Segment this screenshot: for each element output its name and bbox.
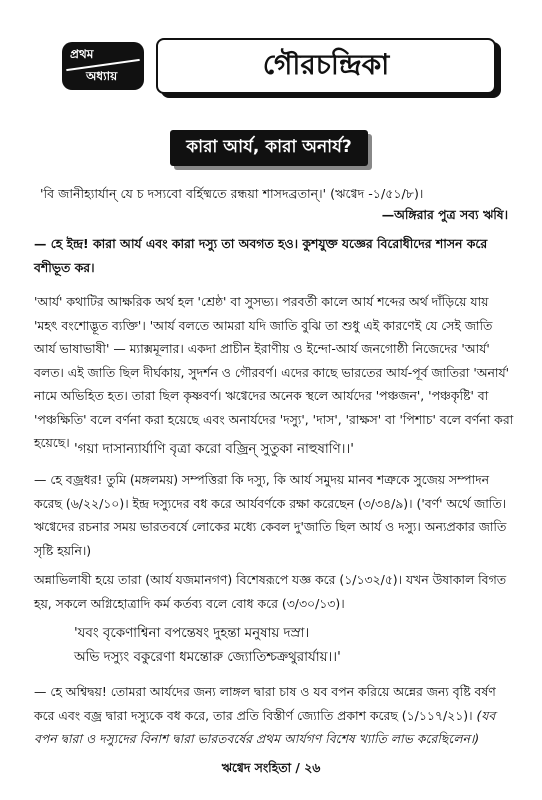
chapter-word: অধ্যায় (86, 69, 118, 83)
verse-quote-3-line-2: অভি দস্যুং বকুরেণা ধমন্তোরু জ্যোতিশ্চক্রথুরার্যায়।।' (74, 650, 341, 665)
paragraph-2: 'আর্য' কথাটির আক্ষরিক অর্থ হল 'শ্রেষ্ঠ' বা সুসভ্য। পরবর্তী কালে আর্য শব্দের অর্থ দাঁড়িয়ে যায় 'মহৎ বংশোদ্ভূত ব্যক্তি'। 'আর্য বলতে আমরা যদি জাতি বুঝি তা শুধু এই কারণেই যে সেই জাতি আর্য ভাষাভাষী' — ম্যাক্সমূলার। একদা প্রাচীন ইরাণীয় ও ইন্দো-আর্য জনগোষ্ঠী নিজেদের 'আর্য' বলত। এই জাতি ছিল দীর্ঘকায়, সুদর্শন ও গৌরবর্ণ। এদের কাছে ভারতের আর্য-পূর্ব জাতিরা 'অনার্য' নামে অভিহিত হত। তারা ছিল কৃষ্ণবর্ণ। ঋগ্বেদের অনেক স্থলে আর্যদের 'পঞ্চজন', 'পঞ্চকৃষ্টি' বা 'পঞ্চক্ষিতি' বলে বর্ণনা করা হয়েছে এবং অনার্যদের 'দস্যু', 'দাস', 'রাক্ষস' বা 'পিশাচ' বলে বর্ণনা করা হয়েছে। (34, 294, 514, 450)
verse-quote-2: 'গয়া দাসান্যার্যাণি বৃত্রা করো বজ্রিন্ সুতুকা নাহুষাণি।।' (74, 442, 354, 457)
chapter-number: প্রথম (70, 47, 94, 61)
chapter-chip (62, 42, 144, 90)
paragraph-1: — হে ইন্দ্র! কারা আর্য এবং কারা দস্যু তা অবগত হও। কুশযুক্ত যজ্ঞের বিরোধীদের শাসন করে বশীভূত কর। (34, 236, 488, 275)
paragraph-3: — হে বজ্রধর! তুমি (মঙ্গলময়) সম্পত্তিরা কি দস্যু, কি আর্য সমুদয় মানব শত্রুকে সুজেয় সম্পাদন করেছ (৬/২২/১০)। ইন্দ্র দস্যুদের বধ করে আর্যবর্ণকে রক্ষা করেছেন (৩/৩৪/৯)। ('বর্ণ' অর্থে জাতি। ঋগ্বেদের রচনার সময় ভারতবর্ষে লোকের মধ্যে কেবল দু'জাতি ছিল আর্য ও দস্যু। অন্যপ্রকার জাতি সৃষ্টি হয়নি।) (34, 472, 507, 558)
paragraph-5-text: — হে অশ্বিদ্বয়! তোমরা আর্যদের জন্য লাঙ্গল দ্বারা চাষ ও যব বপন করিয়ে অন্নের জন্য বৃষ্টি বর্ষণ করে এবং বজ্র দ্বারা দস্যুকে বধ করে, তার প্রতি বিস্তীর্ণ জ্যোতি প্রকাশ করেছ (১/১১৭/২১)। (34, 684, 496, 723)
paragraph-5-note: (যব বপন দ্বারা ও দস্যুদের বিনাশ দ্বারা ভারতবর্ষের প্রথম আর্যগণ বিশেষ খ্যাতি লাভ করেছিলেন।) (34, 707, 496, 746)
paragraph-5 (34, 680, 514, 751)
section-title: কারা আর্য, কারা অনার্য? (170, 130, 368, 166)
verse-quote-3 (74, 622, 514, 670)
verse-quote-3-line-1: 'যবং বৃকেণাশ্বিনা বপন্তেষং দুহন্তা মনুষায় দস্রা। (74, 626, 310, 641)
chapter-title: গৌরচন্দ্রিকা (156, 38, 496, 94)
chapter-header (62, 38, 494, 94)
verse-attribution: —অঙ্গিরার পুত্র সব্য ঋষি। (381, 207, 508, 222)
paragraph-4: অন্নাভিলাষী হয়ে তারা (আর্য যজমানগণ) বিশেষরূপে যজ্ঞ করে (১/১৩২/৫)। যখন উষাকাল বিগত হয়, সকলে অগ্নিহোত্রাদি কর্ম কর্তব্য বলে বোধ করে (৩/৩০/১৩)। (34, 572, 506, 611)
verse-quote-1: 'বি জানীহ্যার্যান্ যে চ দস্যবো বর্হিষ্মতে রন্ধয়া শাসদব্রতান্।' (ঋগ্বেদ -১/৫১/৮)। (40, 186, 424, 201)
page-footer: ঋগ্বেদ সংহিতা / ২৬ (221, 760, 321, 775)
